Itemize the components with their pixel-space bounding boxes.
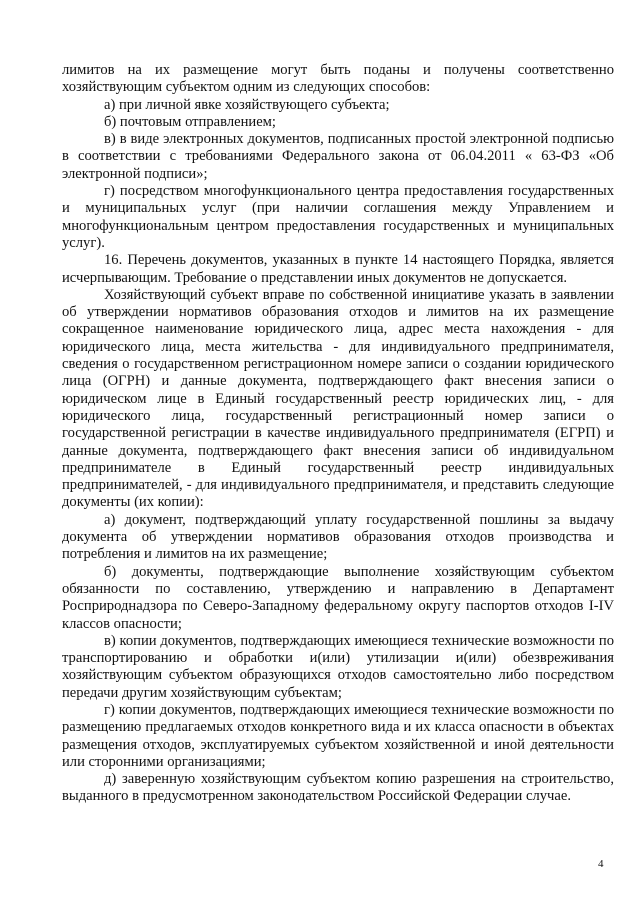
- document-body: [62, 62, 614, 806]
- paragraph-continuation: лимитов на их размещение могут быть поданы и получены соответственно хозяйствующим субъектом одним из следующих способов:: [62, 62, 614, 96]
- paragraph-item-g-mfc: г) посредством многофункционального центра предоставления государственных и муниципальных услуг (при наличии соглашения между Управлением и многофункциональным центром предоставления государственных и муниципальных услуг).: [62, 183, 614, 251]
- paragraph-section-16: 16. Перечень документов, указанных в пункте 14 настоящего Порядка, является исчерпывающим. Требование о представлении иных документов не допускается.: [62, 252, 614, 286]
- paragraph-doc-a-fee: а) документ, подтверждающий уплату государственной пошлины за выдачу документа об утверждении нормативов образования отходов производства и потребления и лимитов на их размещение;: [62, 511, 614, 563]
- paragraph-doc-b-passports: б) документы, подтверждающие выполнение хозяйствующим субъектом обязанности по составлению, утверждению и направлению в Департамент Росприроднадзора по Северо-Западному федеральному округу паспортов отходов I-IV классов опасности;: [62, 563, 614, 632]
- paragraph-doc-v-transport: в) копии документов, подтверждающих имеющиеся технические возможности по транспортированию и обработки и(или) утилизации и(или) обезвреживания хозяйствующим субъектом образующихся отходов самостоятельно либо посредством передачи другим хозяйствующим субъектам;: [62, 632, 614, 701]
- paragraph-item-a-personal: а) при личной явке хозяйствующего субъекта;: [104, 96, 390, 113]
- paragraph-item-b-postal: б) почтовым отправлением;: [104, 113, 276, 130]
- paragraph-doc-d-permit: д) заверенную хозяйствующим субъектом копию разрешения на строительство, выданного в предусмотренном законодательством Российской Федерации случае.: [62, 771, 614, 805]
- paragraph-optional-documents: Хозяйствующий субъект вправе по собственной инициативе указать в заявлении об утверждении нормативов образования отходов и лимитов на их размещение сокращенное наименование юридического лица, адрес места нахождения - для юридического лица, места жительства - для индивидуального предпринимателя, сведения о государственном регистрационном номере записи о создании юридического лица (ОГРН) и данные документа, подтверждающего факт внесения записи о юридическом лице в Единый государственный реестр юридических лиц, - для юридического лица, государственный регистрационный номер записи о государственной регистрации в качестве индивидуального предпринимателя (ЕГРП) и данные документа, подтверждающего факт внесения записи об индивидуальном предпринимателе в Единый государственный реестр индивидуальных предпринимателей, - для индивидуального предпринимателя, и представить следующие документы (их копии):: [62, 286, 614, 511]
- paragraph-doc-g-placement: г) копии документов, подтверждающих имеющиеся технические возможности по размещению предлагаемых отходов конкретного вида и их класса опасности в объектах размещения отходов, эксплуатируемых субъектом хозяйственной и иной деятельности или сторонними организациями;: [62, 701, 614, 770]
- page-number: 4: [598, 858, 604, 870]
- paragraph-item-v-electronic: в) в виде электронных документов, подписанных простой электронной подписью в соответствии с требованиями Федерального закона от 06.04.2011 « 63-ФЗ «Об электронной подписи»;: [62, 131, 614, 182]
